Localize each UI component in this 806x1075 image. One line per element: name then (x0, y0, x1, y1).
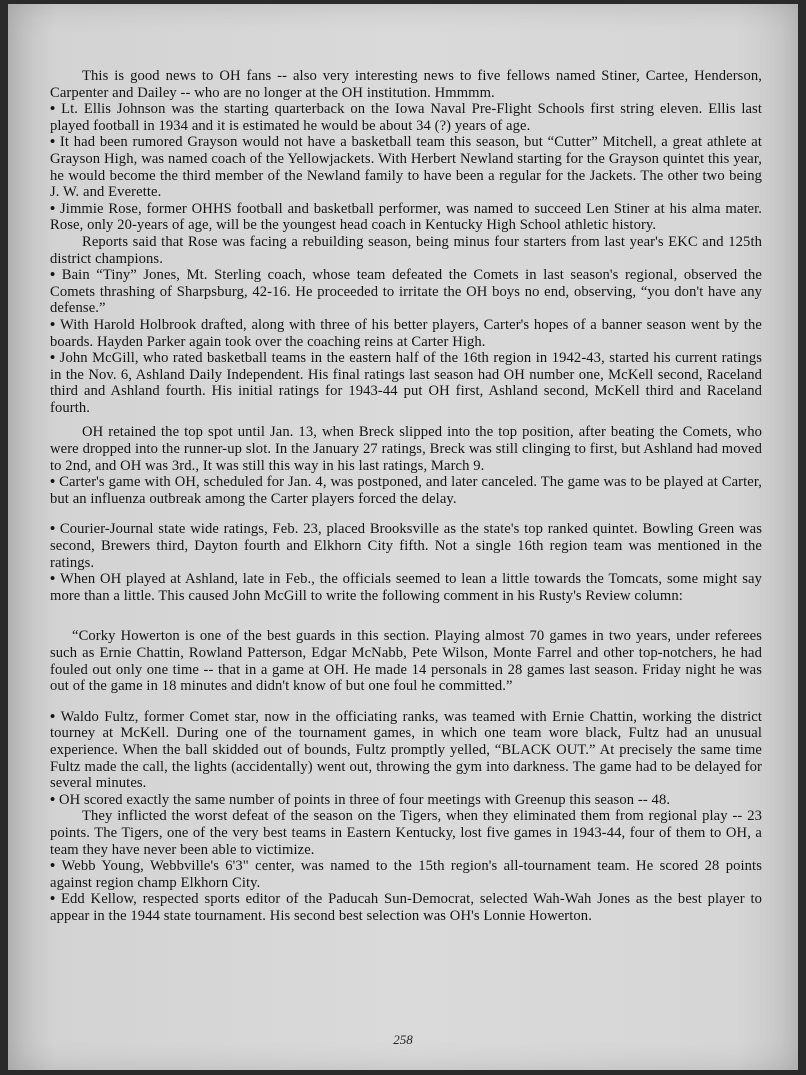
bullet-paragraph: • Webb Young, Webbville's 6'3" center, was named to the 15th region's all-tournament team. He scored 28 points against region champ Elkhorn City. (50, 858, 762, 891)
quoted-comment: “Corky Howerton is one of the best guards in this section. Playing almost 70 games in two years, under referees such as Ernie Chattin, Rowland Patterson, Edgar McNabb, Pete Wilson, Monte Farrel and other top-notchers, he had fouled out only one time -- that in a game at OH. He made 14 personals in 28 games last season. Friday night he was out of the game in 18 minutes and didn't know of but one foul he committed.” (50, 628, 762, 695)
bullet-paragraph: • Waldo Fultz, former Comet star, now in the officiating ranks, was teamed with Ernie Chattin, working the district tourney at McKell. During one of the tournament games, in which one team wore black, Fultz had an unusual experience. When the ball skidded out of bounds, Fultz promptly yelled, “BLACK OUT.” At precisely the same time Fultz made the call, the lights (accidentally) went out, throwing the gym into darkness. The game had to be delayed for several minutes. (50, 709, 762, 792)
page-number: 258 (393, 1032, 413, 1047)
paragraph: Reports said that Rose was facing a rebuilding season, being minus four starters from last year's EKC and 125th district champions. (50, 233, 762, 267)
bullet-paragraph: • Jimmie Rose, former OHHS football and basketball performer, was named to succeed Len Stiner at his alma mater. Rose, only 20-years of age, will be the youngest head coach in Kentucky High School athletic history. (50, 201, 762, 234)
bullet-paragraph: • Carter's game with OH, scheduled for Jan. 4, was postponed, and later canceled. The game was to be played at Carter, but an influenza outbreak among the Carter players forced the delay. (50, 474, 762, 507)
bullet-paragraph: • With Harold Holbrook drafted, along with three of his better players, Carter's hopes of a banner season went by the boards. Hayden Parker again took over the coaching reins at Carter High. (50, 317, 762, 350)
bullet-paragraph: • OH scored exactly the same number of points in three of four meetings with Greenup this season -- 48. (50, 792, 762, 809)
bullet-paragraph: • Bain “Tiny” Jones, Mt. Sterling coach, whose team defeated the Comets in last season's regional, observed the Comets thrashing of Sharpsburg, 42-16. He proceeded to irritate the OH boys no end, observing, “you don't have any defense.” (50, 267, 762, 317)
paragraph: This is good news to OH fans -- also very interesting news to five fellows named Stiner, Cartee, Henderson, Carpenter and Dailey -- who are no longer at the OH institution. Hmmmm. (50, 68, 762, 101)
paragraph: OH retained the top spot until Jan. 13, when Breck slipped into the top position, after beating the Comets, who were dropped into the runner-up slot. In the January 27 ratings, Breck was still clinging to first, but Ashland had moved to 2nd, and OH was 3rd., It was still this way in his last ratings, March 9. (50, 424, 762, 474)
paragraph: They inflicted the worst defeat of the season on the Tigers, when they eliminated them from regional play -- 23 points. The Tigers, one of the very best teams in Eastern Kentucky, lost five games in 1943-44, four of them to OH, a team they have never been able to victimize. (50, 808, 762, 858)
bullet-paragraph: • It had been rumored Grayson would not have a basketball team this season, but “Cutter” Mitchell, a great athlete at Grayson High, was named coach of the Yellowjackets. With Herbert Newland starting for the Grayson quintet this year, he would become the third member of the Newland family to have been a regular for the Jackets. The other two being J. W. and Everette. (50, 134, 762, 200)
bullet-paragraph: • Lt. Ellis Johnson was the starting quarterback on the Iowa Naval Pre-Flight Schools first string eleven. Ellis last played football in 1934 and it is estimated he would be about 34 (?) years of age. (50, 101, 762, 134)
book-page (8, 4, 798, 1070)
bullet-paragraph: • John McGill, who rated basketball teams in the eastern half of the 16th region in 1942-43, started his current ratings in the Nov. 6, Ashland Daily Independent. His final ratings last season had OH number one, McKell second, Raceland third and Ashland fourth. His initial ratings for 1943-44 put OH first, Ashland second, McKell third and Raceland fourth. (50, 350, 762, 416)
bullet-paragraph: • Courier-Journal state wide ratings, Feb. 23, placed Brooksville as the state's top ranked quintet. Bowling Green was second, Brewers third, Dayton fourth and Elkhorn City fifth. Not a single 16th region team was mentioned in the ratings. (50, 521, 762, 571)
page-body (50, 68, 762, 925)
bullet-paragraph: • When OH played at Ashland, late in Feb., the officials seemed to lean a little towards the Tomcats, some might say more than a little. This caused John McGill to write the following comment in his Rusty's Review column: (50, 571, 762, 604)
bullet-paragraph: • Edd Kellow, respected sports editor of the Paducah Sun-Democrat, selected Wah-Wah Jones as the best player to appear in the 1944 state tournament. His second best selection was OH's Lonnie Howerton. (50, 891, 762, 924)
